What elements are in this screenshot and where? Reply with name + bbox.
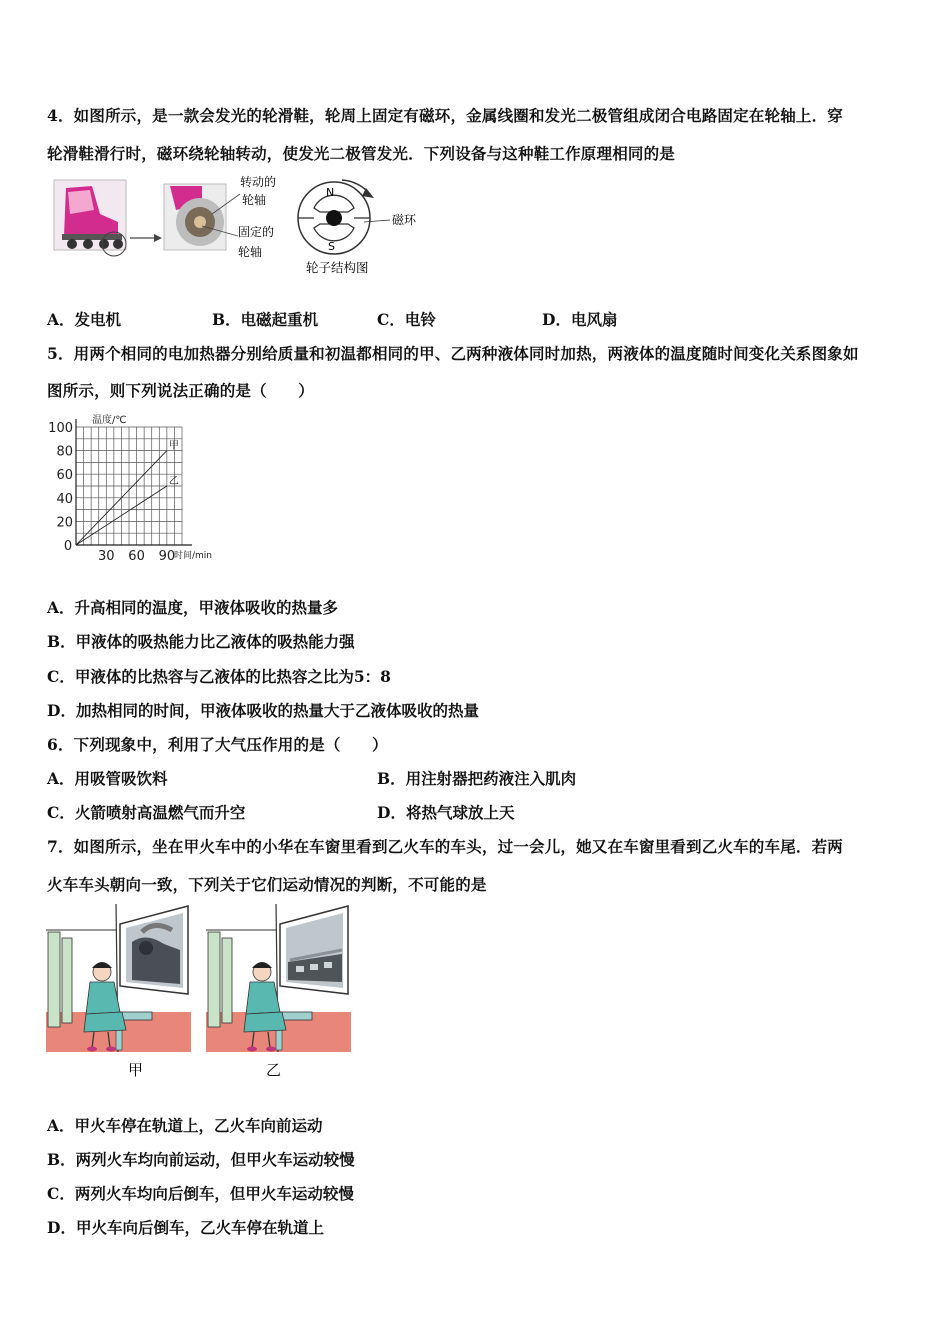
caption-yi: 乙 [266,1061,282,1079]
q6-stem: 6．下列现象中，利用了大气压作用的是（ ） [47,735,388,754]
x-axis-label: 时间/min [174,551,213,561]
q6-option-d[interactable]: D．将热气球放上天 [377,803,515,822]
q4-option-a[interactable]: A．发电机 [47,310,122,329]
label-rotating-2: 轮轴 [242,193,267,207]
q5-option-b[interactable]: B．甲液体的吸热能力比乙液体的吸热能力强 [47,632,355,651]
q7-stem-line2: 火车车头朝向一致，下列关于它们运动情况的判断，不可能的是 [47,875,487,894]
q7-option-d[interactable]: D．甲火车向后倒车，乙火车停在轨道上 [47,1218,324,1237]
q6-option-b[interactable]: B．用注射器把药液注入肌肉 [377,769,577,788]
series-label: 甲 [168,440,179,452]
label-ring: 磁环 [392,213,417,227]
label-fixed-2: 轮轴 [238,245,263,259]
y-axis-label: 温度/℃ [92,415,127,426]
q5-option-d[interactable]: D．加热相同的时间，甲液体吸收的热量大于乙液体吸收的热量 [47,701,479,720]
q4-figure [52,170,452,280]
y-tick-label: 100 [48,421,73,436]
wheel-structure-diagram [298,180,390,254]
q6-option-a[interactable]: A．用吸管吸饮料 [47,769,168,788]
label-n: N [326,186,335,199]
q7-stem-line1: 7．如图所示，坐在甲火车中的小华在车窗里看到乙火车的车头，过一会儿，她又在车窗里看到乙火车的车尾．若两 [47,837,843,856]
q6-option-c[interactable]: C．火箭喷射高温燃气而升空 [47,803,246,822]
label-rotating-1: 转动的 [240,175,277,189]
caption-jia: 甲 [128,1061,144,1079]
wheel-photo [164,184,226,250]
label-fixed-1: 固定的 [238,225,275,239]
q4-stem-line2: 轮滑鞋滑行时，磁环绕轮轴转动，使发光二极管发光．下列设备与这种鞋工作原理相同的是 [47,144,676,163]
x-tick-label: 90 [158,549,176,564]
q4-option-c[interactable]: C．电铃 [377,310,436,329]
skate-photo [54,180,126,250]
y-tick-label: 40 [56,491,73,507]
y-tick-label: 60 [56,468,73,484]
y-tick-label: 80 [56,444,73,460]
q4-option-b[interactable]: B．电磁起重机 [212,310,319,329]
figure-caption: 轮子结构图 [306,260,369,275]
label-s: S [328,240,335,253]
q5-option-a[interactable]: A．升高相同的温度，甲液体吸收的热量多 [47,598,339,617]
q5-option-c[interactable]: C．甲液体的比热容与乙液体的比热容之比为5：8 [47,667,391,686]
q7-option-a[interactable]: A．甲火车停在轨道上，乙火车向前运动 [47,1116,323,1135]
q4-option-d[interactable]: D．电风扇 [542,310,618,329]
q5-stem-line1: 5．用两个相同的电加热器分别给质量和初温都相同的甲、乙两种液体同时加热，两液体的温度随时间变化关系图象如 [47,344,859,363]
train-window-figure [46,902,366,1082]
q4-stem-line1: 4．如图所示，是一款会发光的轮滑鞋，轮周上固定有磁环，金属线圈和发光二极管组成闭合电路固定在轮轴上．穿 [47,106,843,125]
q7-option-c[interactable]: C．两列火车均向后倒车，但甲火车运动较慢 [47,1184,354,1203]
q7-option-b[interactable]: B．两列火车均向前运动，但甲火车运动较慢 [47,1150,355,1169]
x-tick-label: 0 [63,539,73,554]
x-tick-label: 30 [98,549,115,564]
q5-stem-line2: 图所示，则下列说法正确的是（ ） [47,381,314,400]
temperature-time-chart [40,405,250,565]
y-tick-label: 20 [56,515,73,531]
series-label: 乙 [168,476,179,487]
x-tick-label: 60 [128,549,145,564]
